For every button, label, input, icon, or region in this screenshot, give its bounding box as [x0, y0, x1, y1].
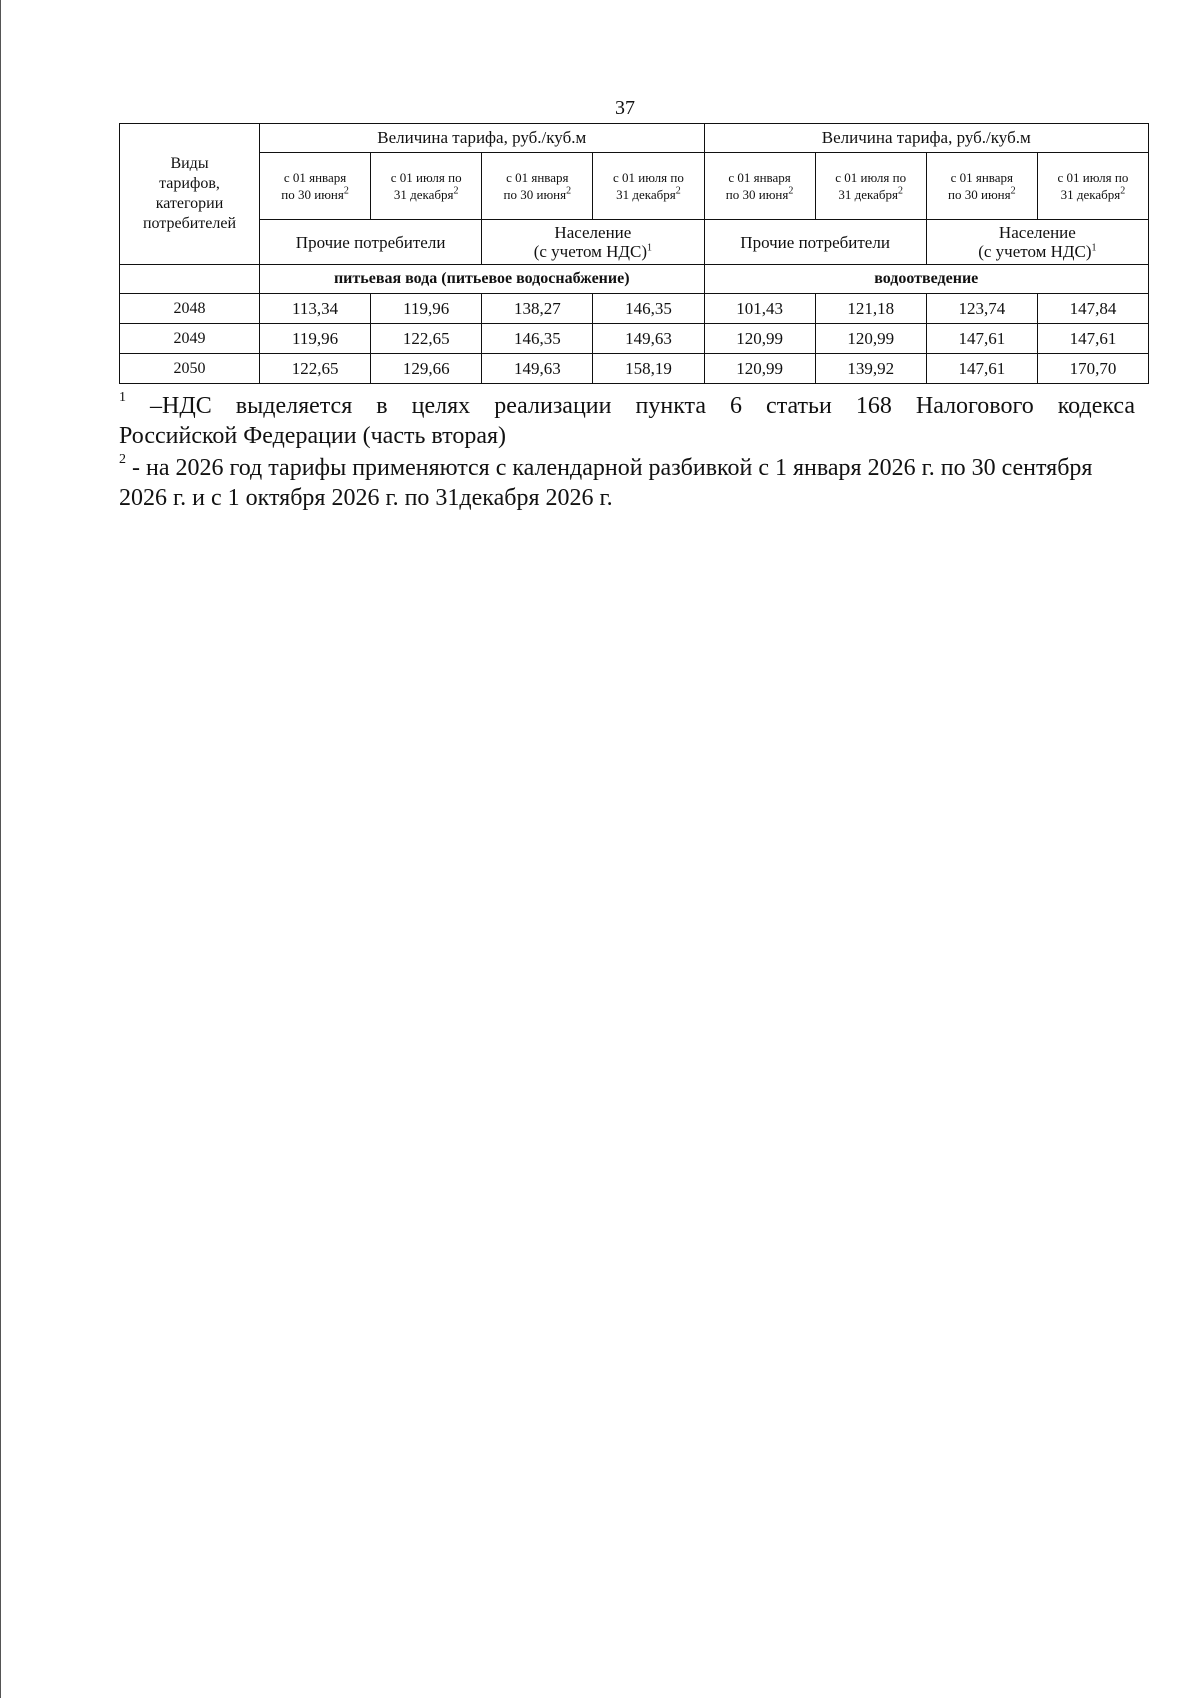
population-text: (с учетом НДС): [533, 242, 648, 261]
period-header: [815, 153, 926, 220]
period-line2: [375, 186, 477, 203]
period-header: [1037, 153, 1148, 220]
header-row-periods: [120, 153, 1149, 220]
tariff-cell: 146,35: [593, 294, 704, 324]
period-header: [704, 153, 815, 220]
year-cell: 2048: [120, 294, 260, 324]
footnote-2: [119, 453, 1135, 513]
tariff-cell: 138,27: [482, 294, 593, 324]
table-row: [120, 324, 1149, 354]
category-header-line: тарифов,: [159, 175, 220, 192]
population-line2: [486, 242, 699, 261]
footnote-mark: 2: [119, 452, 126, 467]
page-number: 37: [615, 97, 635, 119]
period-text: по 30 июня: [948, 187, 1011, 202]
period-line2: [264, 186, 366, 203]
tariff-cell: 101,43: [704, 294, 815, 324]
tariff-cell: 120,99: [704, 324, 815, 354]
tariff-cell: 120,99: [704, 354, 815, 384]
period-line2: [820, 186, 922, 203]
tariff-table: [119, 123, 1149, 384]
tariff-cell: 147,84: [1037, 294, 1148, 324]
table-row: [120, 294, 1149, 324]
period-line2: [709, 186, 811, 203]
footnote-mark: 1: [119, 390, 126, 405]
footnotes: [119, 391, 1135, 513]
category-header-line: Виды: [170, 155, 209, 172]
period-text: 31 декабря: [1060, 187, 1121, 202]
tariff-cell: 147,61: [1037, 324, 1148, 354]
footnote-1-continuation: Российской Федерации (часть вторая): [119, 423, 507, 449]
footnote-ref: 2: [1010, 185, 1016, 197]
service-water-header: питьевая вода (питьевое водоснабжение): [260, 265, 705, 294]
tariff-cell: 149,63: [482, 354, 593, 384]
period-line1: с 01 июля по: [1057, 170, 1129, 185]
period-line1: с 01 января: [506, 170, 569, 185]
consumer-population-header: [482, 220, 704, 265]
period-line2: [486, 186, 588, 203]
empty-cell: [120, 265, 260, 294]
population-line1: Население: [554, 223, 632, 242]
tariff-cell: 120,99: [815, 324, 926, 354]
tariff-cell: 113,34: [260, 294, 371, 324]
population-line2: [931, 242, 1144, 261]
service-sewage-header: водоотведение: [704, 265, 1149, 294]
period-line1: с 01 июля по: [390, 170, 462, 185]
tariff-cell: 149,63: [593, 324, 704, 354]
period-header: [371, 153, 482, 220]
footnote-ref: 2: [566, 185, 572, 197]
population-line1: Население: [998, 223, 1076, 242]
footnote-ref: 2: [453, 185, 459, 197]
group-title-water: Величина тарифа, руб./куб.м: [260, 124, 705, 153]
tariff-cell: 121,18: [815, 294, 926, 324]
tariff-cell: 158,19: [593, 354, 704, 384]
period-line2: [1042, 186, 1144, 203]
footnote-text: - на 2026 год тарифы применяются с календарной разбивкой с 1 января 2026 г. по 30 сентября 2026 г. и с 1 октября 2026 г. по 31декабря 2026 г.: [119, 455, 1093, 511]
population-text: (с учетом НДС): [978, 242, 1092, 261]
period-header: [926, 153, 1037, 220]
category-header-line: потребителей: [142, 215, 237, 232]
page-edge: [0, 0, 1, 1698]
period-text: 31 декабря: [838, 187, 898, 202]
period-header: [593, 153, 704, 220]
period-line1: с 01 января: [950, 170, 1014, 185]
tariff-cell: 170,70: [1037, 354, 1148, 384]
period-line2: [931, 186, 1033, 203]
tariff-cell: 122,65: [260, 354, 371, 384]
footnote-ref: 2: [1120, 185, 1126, 197]
tariff-cell: 147,61: [926, 324, 1037, 354]
tariff-cell: 129,66: [371, 354, 482, 384]
year-cell: 2049: [120, 324, 260, 354]
tariff-cell: 146,35: [482, 324, 593, 354]
category-header: [120, 124, 260, 265]
tariff-cell: 147,61: [926, 354, 1037, 384]
period-text: по 30 июня: [503, 187, 567, 202]
period-text: 31 декабря: [393, 187, 454, 202]
table-row: [120, 354, 1149, 384]
period-text: по 30 июня: [281, 187, 344, 202]
period-line2: [597, 186, 699, 203]
consumer-other-header: Прочие потребители: [704, 220, 926, 265]
period-line1: с 01 июля по: [613, 170, 684, 185]
tariff-cell: 119,96: [371, 294, 482, 324]
consumer-population-header: [926, 220, 1148, 265]
period-header: [260, 153, 371, 220]
header-row-services: [120, 265, 1149, 294]
category-header-line: категории: [155, 195, 224, 212]
tariff-cell: 122,65: [371, 324, 482, 354]
period-line1: с 01 января: [283, 170, 347, 185]
period-text: по 30 июня: [725, 187, 789, 202]
tariff-cell: 139,92: [815, 354, 926, 384]
period-line1: с 01 июля по: [835, 170, 907, 185]
tariff-cell: 119,96: [260, 324, 371, 354]
tariff-cell: 123,74: [926, 294, 1037, 324]
period-line1: с 01 января: [728, 170, 791, 185]
footnote-text: –НДС выделяется в целях реализации пункта 6 статьи 168 Налогового кодекса: [150, 393, 1136, 419]
header-row-groups: [120, 124, 1149, 153]
group-title-sewage: Величина тарифа, руб./куб.м: [704, 124, 1149, 153]
footnote-ref: 2: [343, 185, 349, 197]
footnote-1: [119, 391, 1135, 421]
header-row-consumers: [120, 220, 1149, 265]
footnote-ref: 1: [1091, 242, 1097, 254]
year-cell: 2050: [120, 354, 260, 384]
period-text: 31 декабря: [616, 187, 676, 202]
period-header: [482, 153, 593, 220]
footnote-ref: 2: [788, 185, 794, 197]
footnote-ref: 1: [647, 242, 653, 254]
footnote-ref: 2: [898, 185, 903, 197]
consumer-other-header: Прочие потребители: [260, 220, 482, 265]
footnote-ref: 2: [675, 185, 681, 197]
